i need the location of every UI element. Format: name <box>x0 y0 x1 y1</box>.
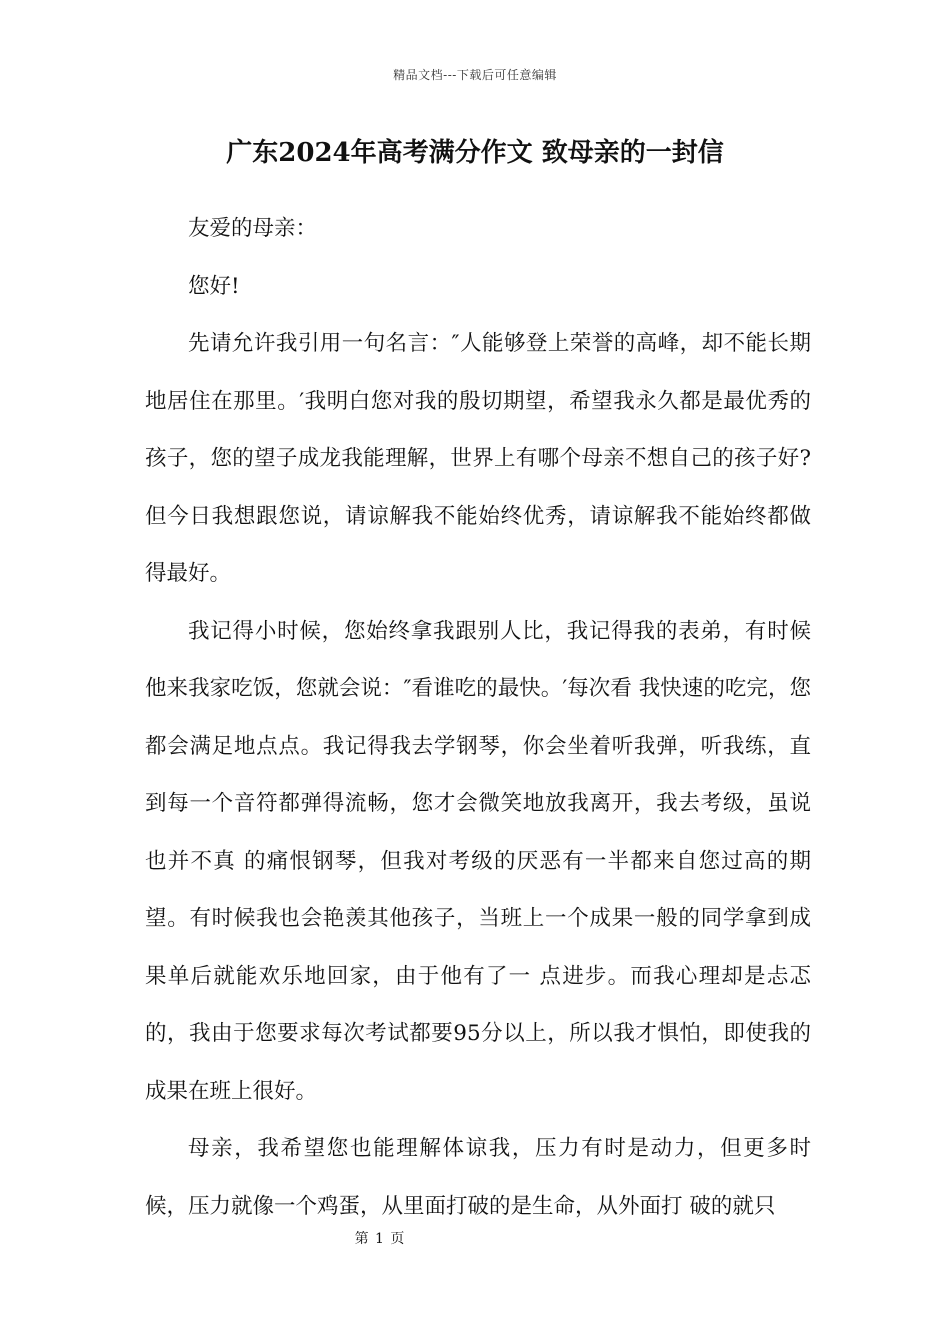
greeting: 您好! <box>188 273 240 299</box>
paragraph: 先请允许我引用一句名言：″人能够登上荣誉的高峰，却不能长期地居住在那里。′我明白您对我的殷切期望，希望我永久都是最优秀的孩子，您的望子成龙我能理解，世界上有哪个母亲不想自己的孩子好?但今日我想跟您说，请谅解我不能始终优秀，请谅解我不能始终都做得最好。 <box>145 331 811 586</box>
letter-body <box>145 200 811 1235</box>
header-note: 精品文档---下载后可任意编辑 <box>393 68 557 82</box>
document-title: 广东2024年高考满分作文 致母亲的一封信 <box>226 138 724 168</box>
salutation: 友爱的母亲： <box>188 216 318 241</box>
paragraph: 母亲，我希望您也能理解体谅我，压力有时是动力，但更多时候，压力就像一个鸡蛋，从里面打破的是生命，从外面打 破的就只 <box>145 1136 811 1219</box>
page-number: 第 1 页 <box>354 1231 406 1247</box>
paragraph: 我记得小时候，您始终拿我跟别人比，我记得我的表弟，有时候他来我家吃饭，您就会说：″看谁吃的最快。′每次看 我快速的吃完，您都会满足地点点。我记得我去学钢琴，你会坐着听我弹，听我练，直到每一个音符都弹得流畅，您才会微笑地放我离开，我去考级，虽说也并不真 的痛恨钢琴，但我对考级的厌恶有一半都来自您过高的期望。有时候我也会艳羡其他孩子，当班上一个成果一般的同学拿到成果单后就能欢乐地回家，由于他有了一 点进步。而我心理却是忐忑的，我由于您要求每次考试都要95分以上，所以我才惧怕，即使我的成果在班上很好。 <box>145 618 811 1104</box>
